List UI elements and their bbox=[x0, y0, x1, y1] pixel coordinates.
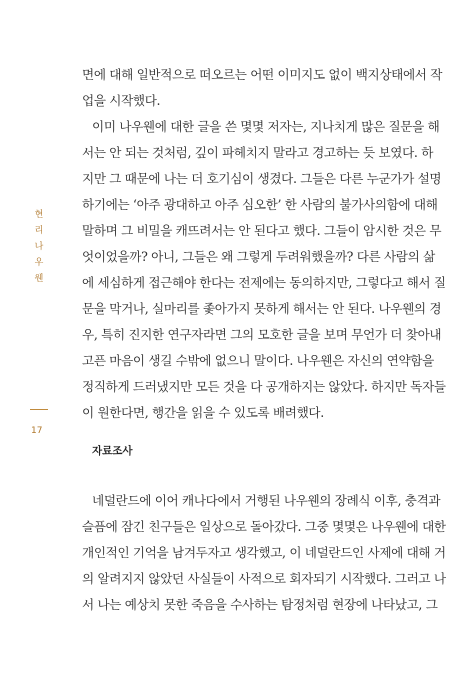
page-number: 17 bbox=[31, 426, 43, 436]
body-line: 에 세심하게 접근해야 한다는 전제에는 동의하지만, 그렇다고 해서 질 bbox=[82, 275, 446, 290]
body-line: 이미 나우웬에 대한 글을 쓴 몇몇 저자는, 지나치게 많은 질문을 해 bbox=[92, 119, 440, 134]
body-line: 하기에는 ‘아주 광대하고 아주 심오한’ 한 사람의 불가사의함에 대해 bbox=[82, 197, 438, 212]
body-line: 면에 대해 일반적으로 떠오르는 어떤 이미지도 없이 백지상태에서 작 bbox=[82, 67, 443, 82]
running-head-char: 우 bbox=[34, 258, 44, 268]
section-title: 자료조사 bbox=[92, 445, 133, 457]
running-head-char: 나 bbox=[34, 242, 44, 252]
body-line: 엇이었을까? 아니, 그들은 왜 그렇게 두려워했을까? 다른 사람의 삶 bbox=[82, 249, 435, 264]
section-line: 네덜란드에 이어 캐나다에서 거행된 나우웬의 장례식 이후, 충격과 bbox=[92, 493, 441, 508]
folio-rule bbox=[30, 409, 48, 410]
body-line: 정직하게 드러냈지만 모든 것을 다 공개하지는 않았다. 하지만 독자들 bbox=[82, 379, 446, 394]
body-line: 고픈 마음이 생길 수밖에 없으니 말이다. 나우웬은 자신의 연약함을 bbox=[82, 353, 434, 368]
running-head-char: 웬 bbox=[34, 274, 44, 284]
body-line: 우, 특히 진지한 연구자라면 그의 모호한 글을 보며 무언가 더 찾아내 bbox=[82, 327, 442, 342]
body-line: 말하며 그 비밀을 캐뜨려서는 안 된다고 했다. 그들이 암시한 것은 무 bbox=[82, 223, 442, 238]
section-line: 서 나는 예상치 못한 죽음을 수사하는 탐정처럼 현장에 나타났고, 그 bbox=[82, 597, 438, 612]
body-line: 업을 시작했다. bbox=[82, 93, 161, 108]
section-line: 의 알려지지 않았던 사실들이 사적으로 회자되기 시작했다. 그러고 나 bbox=[82, 571, 446, 586]
body-line: 이 원한다면, 행간을 읽을 수 있도록 배려했다. bbox=[82, 405, 324, 420]
section-line: 개인적인 기억을 남겨두자고 생각했고, 이 네덜란드인 사제에 대해 거 bbox=[82, 545, 446, 560]
running-head-char: 현 bbox=[34, 210, 44, 220]
body-line: 문을 막거나, 실마리를 좇아가지 못하게 해서는 안 된다. 나우웬의 경 bbox=[82, 301, 442, 316]
running-head-char: 리 bbox=[34, 226, 44, 236]
running-head bbox=[33, 210, 45, 290]
body-line: 서는 안 되는 것처럼, 깊이 파헤치지 말라고 경고하는 듯 보였다. 하 bbox=[82, 145, 434, 160]
body-line: 지만 그 때문에 나는 더 호기심이 생겼다. 그들은 다른 누군가가 설명 bbox=[82, 171, 442, 186]
section-line: 슬픔에 잠긴 친구들은 일상으로 돌아갔다. 그중 몇몇은 나우웬에 대한 bbox=[82, 519, 446, 534]
